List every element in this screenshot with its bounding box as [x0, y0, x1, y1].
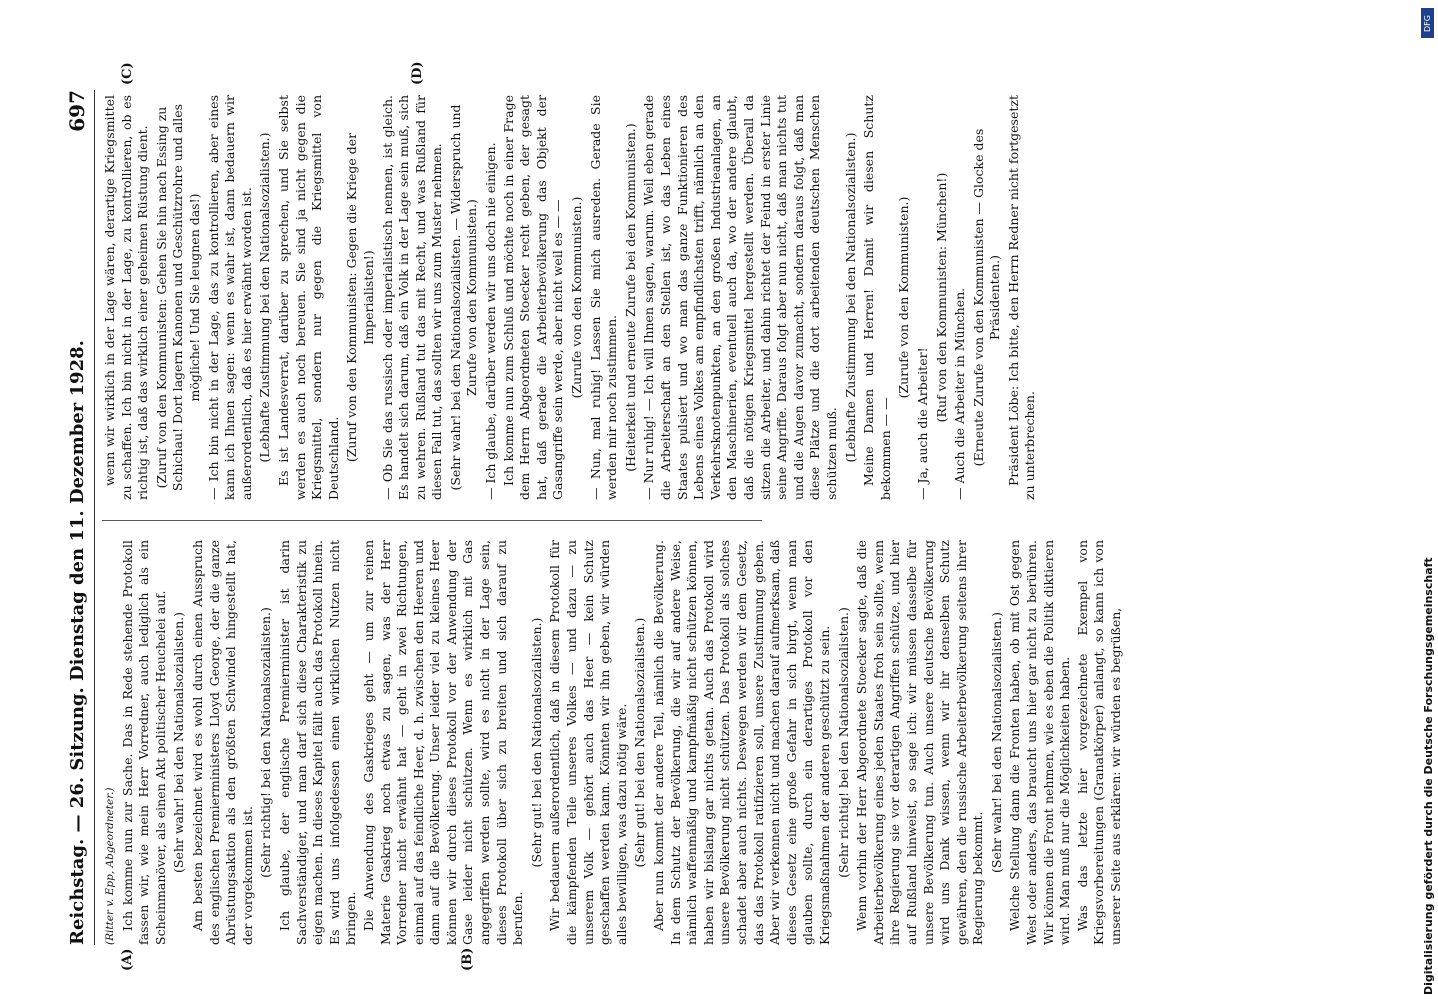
paragraph: Wir bedauern außerordentlich, daß in diesem Protokoll für die kämpfenden Teile unseres Volkes — und dazu — zu unserem Volk — gehört auch das Heer — kein Schutz geschaffen werden kann. Könnten wir ihn geben, wir würden alles bewilligen, was dazu nötig wäre.	[547, 540, 629, 945]
paragraph: (Erneute Zurufe von den Kommunisten — Glocke des Präsidenten.)	[970, 128, 1003, 467]
paragraph: Was das letzte hier vorgezeichnete Exempel von Kriegsvorbereitungen (Granatkörper) anlangt, so kann ich von unserer Seite aus erklären: wir würden es begrüßen,	[1074, 540, 1124, 945]
paragraph: (Zuruf von den Kommunisten: Gehen Sie hin nach Essing zu Schichau! Dort lagern Kanonen und Geschützrohre und alles mögliche! Und Sie leugnen das!)	[153, 103, 202, 492]
paragraph: — Ich bin nicht in der Lage, das zu kontrollieren, aber eines kann ich Ihnen sagen: wenn es wahr ist, dann bedauern wir außerordentlich, daß es hier erwähnt worden ist.	[205, 95, 254, 500]
page-header	[60, 90, 95, 945]
paragraph: Ich komme nun zur Sache. Das in Rede stehende Protokoll fassen wir, wie mein Herr Vorredner, auch lediglich als ein Scheinmanöver, als einen Akt politischer Heuchelei auf.	[119, 540, 168, 945]
paragraph: Wenn vorhin der Herr Abgeordnete Stoecker sagte, daß die Arbeiterbevölkerung eines jeden Staates froh sein sollte, wenn ihre Regierung sie vor derartigen Angriffen schütze, und hier auf Rußland hinweist, so sage ich: wir müssen dasselbe für unsere Bevölkerung tun. Auch unsere deutsche Bevölkerung wird uns Dank wissen, wenn wir ihr denselben Schutz gewähren, den die russische Arbeiterbevölkerung seitens ihrer Regierung bekommt.	[854, 540, 986, 945]
dfg-logo-text: DFG	[1423, 14, 1432, 32]
paragraph: — Ja, auch die Arbeiter!	[914, 347, 930, 500]
paragraph: Ich glaube, der englische Premierminister ist darin Sachverständiger, und man darf sich diese Charakteristik zu eigen machen. In dieses Kapitel fällt auch das Protokoll hinein. Es wird uns infolgedessen einen wirklichen Nutzen nicht bringen.	[276, 540, 359, 945]
rotated-page-frame	[60, 61, 1124, 971]
margin-mark-d: (D)	[410, 61, 425, 85]
right-column	[102, 95, 1038, 500]
paragraph: (Heiterkeit und erneute Zurufe bei den Kommunisten.)	[622, 123, 638, 472]
margin-mark-a: (A)	[120, 948, 135, 971]
paragraph: — Auch die Arbeiter in München.	[952, 287, 968, 500]
page-number: 697	[65, 90, 89, 132]
paragraph: (Zuruf von den Kommunisten: Gegen die Kriege der Imperialisten!)	[344, 132, 376, 463]
paragraph: (Sehr wahr! bei den Nationalsozialisten.)	[171, 612, 187, 873]
margin-mark-c: (C)	[120, 62, 135, 85]
paragraph: (Sehr richtig! bei den Nationalsozialisten.)	[835, 607, 851, 878]
paragraph: (Sehr wahr! bei den Nationalsozialisten. — Widerspruch und Zurufe von den Kommunisten.)	[447, 104, 480, 491]
paragraph: Am besten bezeichnet wird es wohl durch einen Ausspruch des englischen Premierministers Lloyd George, der die ganze Abrüstungsaktion als den größten Schwindel hingestellt hat, der vorgekommen ist.	[189, 540, 255, 945]
column-divider	[102, 520, 762, 521]
paragraph: (Sehr wahr! bei den Nationalsozialisten.)	[988, 612, 1004, 873]
paragraph: — Nur ruhig! — Ich will Ihnen sagen, warum. Weil eben gerade die Arbeiterschaft an den Stellen ist, wo das Leben eines Staates pulsiert und wo man das ganze Funktionieren des Lebens eines Volkes am empfindlichsten trifft, nämlich an den Verkehrsknotenpunkten, an den großen Industrieanlagen, an den Maschinerien, eventuell auch da, wo der andere glaubt, daß die nötigen Kriegsmittel hergestellt werden. Überall da sitzen die Arbeiter, und dahin richtet der Feind in erster Linie seine Angriffe. Daraus folgt aber nun nicht, daß man nichts tut und die Augen davor zumacht, sondern daraus folgt, daß man diese Plätze und die dort arbeitenden deutschen Menschen schützen muß.	[641, 95, 839, 500]
paragraph: Aber nun kommt der andere Teil, nämlich die Bevölkerung. In dem Schutz der Bevölkerung, die wir auf andere Weise, nämlich waffenmäßig und kampfmäßig nicht schützen können, haben wir bislang gar nichts getan. Auch das Protokoll wird unsere Bevölkerung nicht schützen. Das Protokoll als solches schadet aber auch nichts. Deswegen werden wir dem Gesetz, das das Protokoll ratifizieren soll, unsere Zustimmung geben. Aber wir verkennen nicht und machen darauf aufmerksam, daß dieses Gesetz eine große Gefahr in sich birgt, wenn man glauben sollte, durch ein derartiges Protokoll vor den Kriegsmaßnahmen der anderen geschützt zu sein.	[651, 540, 832, 945]
paragraph: (Lebhafte Zustimmung bei den Nationalsozialisten.)	[842, 132, 858, 463]
margin-mark-b: (B)	[460, 947, 475, 971]
paragraph: Präsident Löbe: Ich bitte, den Herrn Redner nicht fortgesetzt zu unterbrechen.	[1005, 95, 1038, 500]
paragraph: Die Anwendung des Gaskrieges geht — um zur reinen Materie Gaskrieg noch etwas zu sagen, was der Herr Vorredner nicht erwähnt hat — geht in zwei Richtungen, einmal auf das feindliche Heer, d. h. zwischen den Heeren und dann auf die Bevölkerung. Unser leider viel zu kleines Heer können wir durch dieses Protokoll vor der Anwendung der Gase leider nicht schützen. Wenn es wirklich mit Gas angegriffen werden sollte, wird es nicht in der Lage sein, dieses Protokoll über sich zu breiten und sich darauf zu berufen.	[360, 540, 526, 945]
paragraph: — Ich glaube, darüber werden wir uns doch nie einigen.	[483, 142, 499, 500]
right-column-text	[102, 95, 1039, 500]
paragraph: (Zurufe von den Kommunisten.)	[569, 196, 585, 399]
left-column	[102, 540, 1124, 945]
paragraph: Welche Stellung dann die Fronten haben, ob mit Ost gegen West oder anders, das braucht uns hier gar nicht zu berühren. Wir können die Front nehmen, wie es eben die Politik diktieren wird. Man muß nur die Möglichkeiten haben.	[1007, 540, 1073, 945]
paragraph: (Zurufe von den Kommunisten.)	[896, 196, 912, 399]
paragraph: (Sehr richtig! bei den Nationalsozialisten.)	[258, 607, 274, 878]
paragraph: (Sehr gut! bei den Nationalsozialisten.)	[632, 617, 648, 868]
header-title: Reichstag. — 26. Sitzung. Dienstag den 11. Dezember 1928.	[66, 340, 88, 945]
paragraph: wenn wir wirklich in der Lage wären, derartige Kriegsmittel zu schaffen. Ich bin nicht in der Lage, zu kontrollieren, ob es richtig ist, daß das wirklich einer geheimen Rüstung dient.	[102, 95, 151, 500]
digitization-credit: Digitalisierung gefördert durch die Deutsche Forschungsgemeinschaft	[1422, 557, 1435, 995]
paragraph: Ich komme nun zum Schluß und möchte noch in einer Frage dem Herrn Abgeordneten Stoecker recht geben, der gesagt hat, daß gerade die Arbeiterbevölkerung das Objekt der Gasangriffe sein werde, aber nicht weil es — —	[500, 95, 566, 500]
paragraph: Es ist Landesverrat, darüber zu sprechen, und Sie selbst werden es auch noch bereuen. Sie sind ja nicht gegen die Kriegsmittel, sondern nur gegen die Kriegsmittel von Deutschland.	[275, 95, 341, 500]
left-column-text	[120, 540, 1125, 945]
paragraph: Meine Damen und Herren! Damit wir diesen Schutz bekommen — —	[861, 95, 893, 500]
paragraph: (Lebhafte Zustimmung bei den Nationalsozialisten.)	[257, 132, 273, 463]
paragraph: — Ob Sie das russisch oder imperialistisch nennen, ist gleich. Es handelt sich darum, daß ein Volk in der Lage sein muß, sich zu wehren. Rußland tut das mit Recht, und was Rußland für diesen Fall tut, das sollten wir uns zum Muster nehmen.	[379, 95, 445, 500]
paragraph: (Sehr gut! bei den Nationalsozialisten.)	[528, 617, 544, 868]
paragraph: (Ruf von den Kommunisten: München!)	[933, 172, 949, 423]
speaker-line: (Ritter v. Epp, Abgeordneter.)	[104, 787, 116, 945]
paragraph: — Nun, mal ruhig! Lassen Sie mich ausreden. Gerade Sie werden mir noch zustimmen.	[587, 95, 620, 500]
